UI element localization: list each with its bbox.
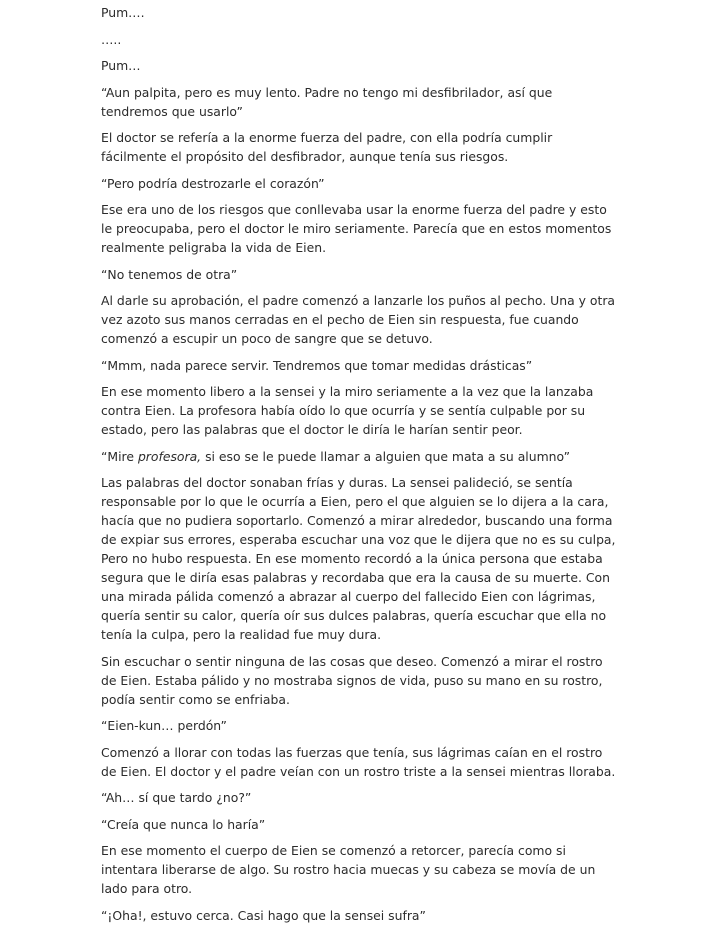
paragraph: El doctor se refería a la enorme fuerza del padre, con ella podría cumplir fácilmente el propósito del desfibrador, aunque tenía sus riesgos. (101, 130, 553, 164)
dialogue-paragraph: “Mmm, nada parece servir. Tendremos que tomar medidas drásticas” (101, 357, 533, 373)
italic-word: profesora, (137, 448, 202, 464)
paragraph: ….. (101, 31, 122, 47)
paragraph: Las palabras del doctor sonaban frías y duras. La sensei palideció, se sentía responsable por lo que le ocurría a Eien, pero el que alguien se lo dijera a la cara, hacía que no pudiera soportarlo. Comenzó a mirar alrededor, buscando una forma de expiar sus errores, esperaba escuchar una voz que le dijera que no es su culpa, Pero no hubo respuesta. En ese momento recordó a la única persona que estaba segura que le diría esas palabras y recordaba que era la causa de su muerte. Con una mirada pálida comenzó a abrazar al cuerpo del fallecido Eien con lágrimas, quería sentir su calor, quería oír sus dulces palabras, quería escuchar que ella no tenía la culpa, pero la realidad fue muy dura. (101, 475, 616, 642)
paragraph: Al darle su aprobación, el padre comenzó a lanzarle los puños al pecho. Una y otra vez azoto sus manos cerradas en el pecho de Eien sin respuesta, fue cuando comenzó a escupir un poco de sangre que se detuvo. (101, 293, 616, 346)
paragraph: Pum… (101, 58, 141, 73)
paragraph: Sin escuchar o sentir ninguna de las cosas que deseo. Comenzó a mirar el rostro de Eien. Estaba pálido y no mostraba signos de vida, puso su mano en su rostro, podía sentir como se enfriaba. (101, 653, 603, 707)
dialogue-paragraph: “Ah… sí que tardo ¿no?” (101, 790, 252, 805)
dialogue-text-end: si eso se le puede llamar a alguien que mata a su alumno” (201, 448, 571, 464)
paragraph: Comenzó a llorar con todas las fuerzas que tenía, sus lágrimas caían en el rostro de Eien. El doctor y el padre veían con un rostro triste a la sensei mientras lloraba. (101, 744, 616, 779)
paragraph: En ese momento libero a la sensei y la miro seriamente a la vez que la lanzaba contra Eien. La profesora había oído lo que ocurría y se sentía culpable por su estado, pero las palabras que el doctor le diría le harían sentir peor. (101, 384, 594, 437)
paragraph: Ese era uno de los riesgos que conllevaba usar la enorme fuerza del padre y esto le preocupaba, pero el doctor le miro seriamente. Parecía que en estos momentos realmente peligraba la vida de Eien. (101, 202, 612, 255)
dialogue-paragraph: “Pero podría destrozarle el corazón” (101, 175, 325, 191)
document-body (101, 3, 621, 932)
paragraph: Pum…. (101, 5, 145, 20)
dialogue-paragraph: “Aun palpita, pero es muy lento. Padre no tengo mi desfibrilador, así que tendremos que usarlo” (101, 84, 553, 119)
dialogue-paragraph: “Creía que nunca lo haría” (101, 816, 266, 832)
dialogue-paragraph: “¡Oha!, estuvo cerca. Casi hago que la sensei sufra” (101, 907, 426, 923)
dialogue-paragraph (101, 447, 621, 466)
dialogue-paragraph: “Eien-kun… perdón” (101, 718, 227, 733)
dialogue-text-start: “Mire (101, 448, 138, 464)
paragraph: En ese momento el cuerpo de Eien se comenzó a retorcer, parecía como si intentara liberarse de algo. Su rostro hacia muecas y su cabeza se movía de un lado para otro. (101, 843, 596, 896)
dialogue-paragraph: “No tenemos de otra” (101, 266, 238, 282)
